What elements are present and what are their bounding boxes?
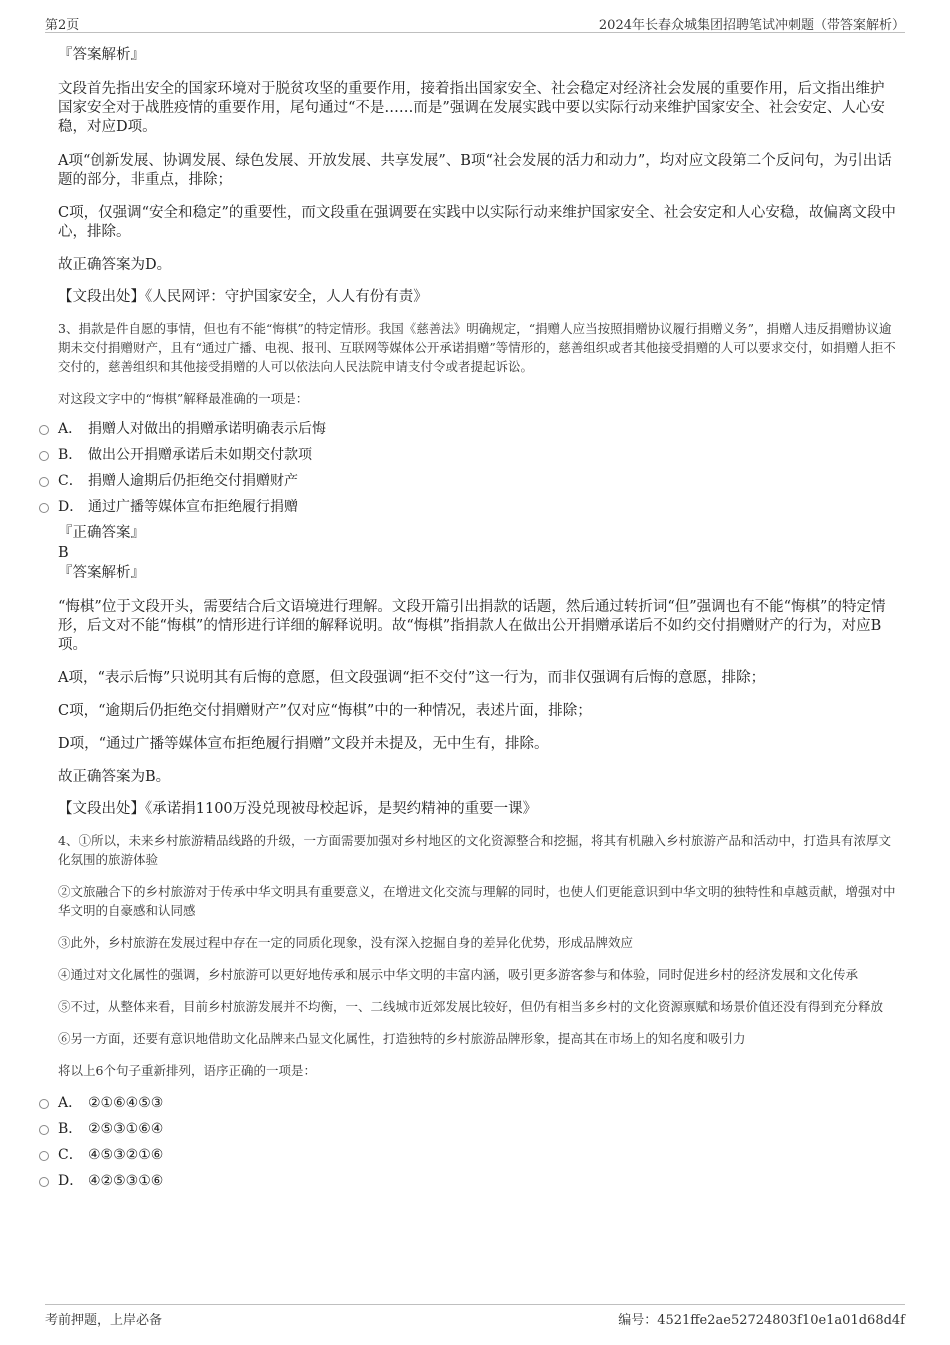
q3-stem: 3、捐款是件自愿的事情，但也有不能“悔棋”的特定情形。我国《慈善法》明确规定，“捐赠人应当按照捐赠协议履行捐赠义务”，捐赠人违反捐赠协议逾期未交付捐赠财产，且有“通过广播、电视、报刊、互联网等媒体公开承诺捐赠”等情形的，慈善组织或者其他接受捐赠的人可以要求交付，如捐赠人拒不交付的，慈善组织和其他接受捐赠的人可以依法向人民法院申请支付令或者提起诉讼。	[58, 321, 896, 374]
radio-icon[interactable]	[39, 1151, 49, 1161]
radio-icon[interactable]	[39, 1099, 49, 1109]
q4-option-d[interactable]: D． ④②⑤③①⑥	[0, 1168, 898, 1194]
q3-analysis-p3: C项，“逾期后仍拒绝交付捐赠财产”仅对应“悔棋”中的一种情况，表述片面，排除；	[58, 703, 592, 719]
q2-analysis-p3: C项，仅强调“安全和稳定”的重要性，而文段重在强调要在实践中以实际行动来维护国家安全、社会安定和人心安稳，故偏离文段中心，排除。	[58, 205, 896, 240]
footer-slogan: 考前押题，上岸必备	[45, 1313, 163, 1328]
q4-sentence-4: ④通过对文化属性的强调，乡村旅游可以更好地传承和展示中华文明的丰富内涵，吸引更多游客参与和体验，同时促进乡村的经济发展和文化传承	[58, 967, 859, 982]
q3-options	[58, 416, 898, 520]
page-content	[58, 46, 898, 1194]
page-header	[45, 12, 905, 33]
q3-option-a[interactable]: A． 捐赠人对做出的捐赠承诺明确表示后悔	[0, 416, 898, 442]
radio-icon[interactable]	[39, 1125, 49, 1135]
q3-analysis-label: 『答案解析』	[58, 565, 145, 581]
q2-conclusion: 故正确答案为D。	[58, 257, 172, 273]
radio-icon[interactable]	[39, 451, 49, 461]
q4-sentence-3: ③此外，乡村旅游在发展过程中存在一定的同质化现象，没有深入挖掘自身的差异化优势，形成品牌效应	[58, 935, 634, 950]
q2-analysis-p1: 文段首先指出安全的国家环境对于脱贫攻坚的重要作用，接着指出国家安全、社会稳定对经济社会发展的重要作用，后文指出维护国家安全对于战胜疫情的重要作用，尾句通过“不是……而是”强调在发展实践中要以实际行动来维护国家安全、社会安定、人心安稳，对应D项。	[58, 81, 885, 135]
q2-analysis-label: 『答案解析』	[58, 47, 145, 63]
page-number: 第2页	[45, 18, 80, 33]
q3-analysis-p1: “悔棋”位于文段开头，需要结合后文语境进行理解。文段开篇引出捐款的话题，然后通过转折词“但”强调也有不能“悔棋”的特定情形，后文对不能“悔棋”的情形进行详细的解释说明。故“悔棋”指捐款人在做出公开捐赠承诺后不如约交付捐赠财产的行为，对应B项。	[58, 599, 886, 653]
q3-option-b[interactable]: B． 做出公开捐赠承诺后未如期交付款项	[0, 442, 898, 468]
radio-icon[interactable]	[39, 477, 49, 487]
radio-icon[interactable]	[39, 1177, 49, 1187]
q4-sentence-2: ②文旅融合下的乡村旅游对于传承中华文明具有重要意义，在增进文化交流与理解的同时，也使人们更能意识到中华文明的独特性和卓越贡献，增强对中华文明的自豪感和认同感	[58, 884, 896, 918]
q4-question: 将以上6个句子重新排列，语序正确的一项是：	[58, 1063, 316, 1078]
q4-sentence-1: 4、①所以，未来乡村旅游精品线路的升级，一方面需要加强对乡村地区的文化资源整合和挖掘，将其有机融入乡村旅游产品和活动中，打造具有浓厚文化氛围的旅游体验	[58, 833, 891, 867]
q3-analysis-p4: D项，“通过广播等媒体宣布拒绝履行捐赠”文段并未提及，无中生有，排除。	[58, 736, 549, 752]
q3-correct-answer: B	[58, 545, 69, 561]
q4-options	[58, 1090, 898, 1194]
radio-icon[interactable]	[39, 503, 49, 513]
q2-analysis-p2: A项“创新发展、协调发展、绿色发展、开放发展、共享发展”、B项“社会发展的活力和动力”，均对应文段第二个反问句，为引出话题的部分，非重点，排除；	[58, 153, 892, 188]
q3-option-c[interactable]: C． 捐赠人逾期后仍拒绝交付捐赠财产	[0, 468, 898, 494]
q3-question: 对这段文字中的“悔棋”解释最准确的一项是：	[58, 391, 309, 406]
radio-icon[interactable]	[39, 425, 49, 435]
q3-conclusion: 故正确答案为B。	[58, 769, 171, 785]
q3-option-d[interactable]: D． 通过广播等媒体宣布拒绝履行捐赠	[0, 494, 898, 520]
q3-correct-label: 『正确答案』	[58, 525, 145, 541]
q3-analysis-p2: A项，“表示后悔”只说明其有后悔的意愿，但文段强调“拒不交付”这一行为，而非仅强调有后悔的意愿，排除；	[58, 670, 766, 686]
page-footer	[45, 1304, 905, 1327]
q2-source: 【文段出处】《人民网评：守护国家安全，人人有份有责》	[58, 289, 428, 305]
q4-sentence-6: ⑥另一方面，还要有意识地借助文化品牌来凸显文化属性，打造独特的乡村旅游品牌形象，提高其在市场上的知名度和吸引力	[58, 1031, 746, 1046]
q4-option-a[interactable]: A． ②①⑥④⑤③	[0, 1090, 898, 1116]
q3-source: 【文段出处】《承诺捐1100万没兑现被母校起诉，是契约精神的重要一课》	[58, 801, 538, 817]
document-title: 2024年长春众城集团招聘笔试冲刺题（带答案解析）	[598, 18, 905, 33]
q4-option-c[interactable]: C． ④⑤③②①⑥	[0, 1142, 898, 1168]
document-code: 编号：4521ffe2ae52724803f10e1a01d68d4f	[618, 1313, 905, 1328]
q4-option-b[interactable]: B． ②⑤③①⑥④	[0, 1116, 898, 1142]
q4-sentence-5: ⑤不过，从整体来看，目前乡村旅游发展并不均衡，一、二线城市近郊发展比较好，但仍有相当多乡村的文化资源禀赋和场景价值还没有得到充分释放	[58, 999, 884, 1014]
